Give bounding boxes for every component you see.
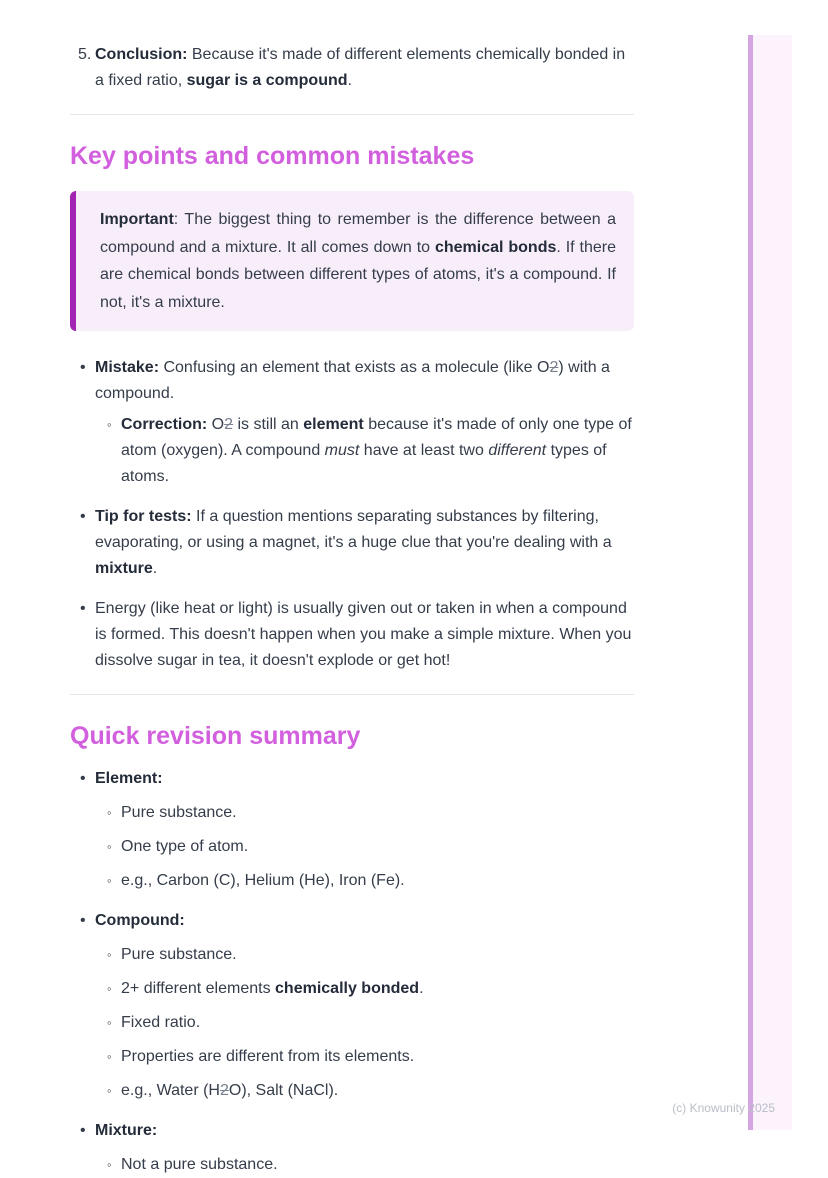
revision-summary-list [70,766,634,1178]
section-divider [70,694,634,695]
circle-bullet-marker: ◦ [107,981,112,996]
circle-bullet-marker: ◦ [107,1015,112,1030]
list-item-text: Element: [95,770,163,787]
list-item-text: Mixture: [95,1122,158,1139]
list-item [70,504,634,582]
list-item-text: Pure substance. [121,804,237,821]
sub-list-item [107,412,634,490]
circle-bullet-marker: ◦ [107,805,112,820]
list-item [70,1118,634,1144]
important-callout [70,191,634,331]
list-item-text: Mistake: Confusing an element that exists as a molecule (like O2) with a compound. [95,359,610,402]
list-item-text: Compound: [95,912,185,929]
conclusion-text: Conclusion: Because it's made of different elements chemically bonded in a fixed ratio, sugar is a compound. [95,46,626,89]
page-edge-highlight-strip [748,35,792,1130]
key-points-list [70,355,634,674]
list-item-text: Tip for tests: If a question mentions separating substances by filtering, evaporating, or using a magnet, it's a huge clue that you're dealing with a mixture. [95,508,612,577]
circle-bullet-marker: ◦ [107,417,112,432]
list-item-text: e.g., Carbon (C), Helium (He), Iron (Fe). [121,872,405,889]
list-item-text: Not a pure substance. [121,1156,278,1173]
list-item [70,766,634,792]
sub-list-item [107,800,634,826]
copyright-footer: (c) Knowunity 2025 [672,1101,775,1115]
circle-bullet-marker: ◦ [107,873,112,888]
list-item-text: e.g., Water (H2O), Salt (NaCl). [121,1082,339,1099]
sub-list-item [107,834,634,860]
sub-list-item [107,1152,634,1178]
disc-bullet-marker: • [80,600,86,617]
list-item [70,355,634,407]
conclusion-list-item [70,42,634,94]
list-item-text: Pure substance. [121,946,237,963]
sub-list-item [107,1078,634,1104]
list-item-text: 2+ different elements chemically bonded. [121,980,424,997]
section-heading-revision: Quick revision summary [70,722,361,750]
page-content [70,40,634,1178]
circle-bullet-marker: ◦ [107,839,112,854]
list-item-text: Properties are different from its elements. [121,1048,415,1065]
sub-list-item [107,1010,634,1036]
sub-list-item [107,868,634,894]
circle-bullet-marker: ◦ [107,1157,112,1172]
section-divider [70,114,634,115]
sub-list-item [107,942,634,968]
sub-list-item [107,1044,634,1070]
list-item [70,908,634,934]
callout-text: Important: The biggest thing to remember is the difference between a compound and a mixture. It all comes down to chemical bonds. If there are chemical bonds between different types of atoms, it's a compound. If not, it's a mixture. [100,211,616,311]
list-item-text: Correction: O2 is still an element because it's made of only one type of atom (oxygen). A compound must have at least two different types of atoms. [121,416,632,485]
list-item-number: 5. [78,46,92,63]
sub-list-item [107,976,634,1002]
disc-bullet-marker: • [80,912,86,929]
list-item-text: Energy (like heat or light) is usually given out or taken in when a compound is formed. This doesn't happen when you make a simple mixture. When you dissolve sugar in tea, it doesn't explode or get hot! [95,600,632,669]
disc-bullet-marker: • [80,508,86,525]
circle-bullet-marker: ◦ [107,1049,112,1064]
list-item-text: Fixed ratio. [121,1014,201,1031]
disc-bullet-marker: • [80,770,86,787]
disc-bullet-marker: • [80,359,86,376]
list-item [70,596,634,674]
disc-bullet-marker: • [80,1122,86,1139]
section-heading-key-points: Key points and common mistakes [70,142,475,170]
list-item-text: One type of atom. [121,838,249,855]
circle-bullet-marker: ◦ [107,1083,112,1098]
circle-bullet-marker: ◦ [107,947,112,962]
